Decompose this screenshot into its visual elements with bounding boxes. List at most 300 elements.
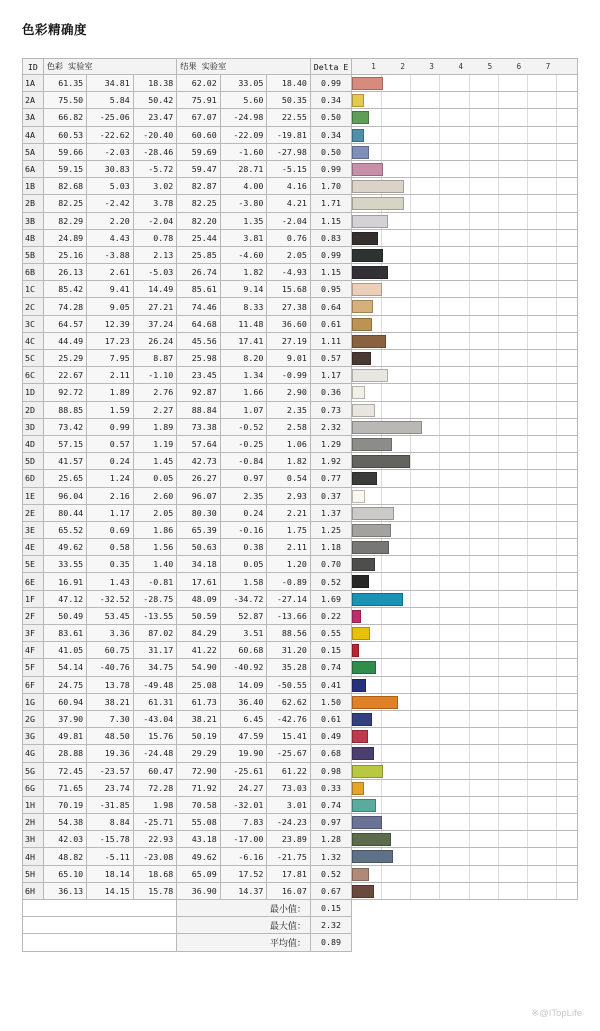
gridline — [410, 75, 411, 91]
gridline — [498, 848, 499, 864]
gridline — [410, 161, 411, 177]
gridline — [381, 797, 382, 813]
result-value-1: 14.37 — [220, 882, 267, 899]
gridline — [556, 298, 557, 314]
target-value-0: 92.72 — [43, 384, 86, 401]
target-value-1: 4.43 — [87, 229, 134, 246]
target-value-0: 57.15 — [43, 435, 86, 452]
result-value-0: 59.47 — [177, 160, 220, 177]
result-value-1: 2.35 — [220, 487, 267, 504]
delta-e-value: 0.74 — [310, 796, 351, 813]
delta-e-bar — [352, 283, 382, 296]
gridline — [469, 402, 470, 418]
target-value-2: -13.55 — [133, 607, 176, 624]
target-value-2: 3.78 — [133, 195, 176, 212]
delta-e-value: 0.97 — [310, 814, 351, 831]
gridline — [381, 470, 382, 486]
delta-e-value: 0.33 — [310, 779, 351, 796]
gridline — [498, 831, 499, 847]
gridline — [439, 488, 440, 504]
gridline — [439, 711, 440, 727]
gridline — [556, 247, 557, 263]
gridline — [469, 75, 470, 91]
delta-e-value: 0.67 — [310, 882, 351, 899]
target-value-0: 47.12 — [43, 590, 86, 607]
result-value-1: -40.92 — [220, 659, 267, 676]
table-row — [23, 281, 578, 298]
target-value-2: 18.68 — [133, 865, 176, 882]
gridline — [498, 677, 499, 693]
target-value-2: 8.87 — [133, 350, 176, 367]
gridline — [439, 797, 440, 813]
target-value-1: 1.43 — [87, 573, 134, 590]
gridline — [469, 161, 470, 177]
delta-e-bar — [352, 713, 372, 726]
bar-cell — [352, 625, 578, 642]
gridline — [469, 625, 470, 641]
target-value-2: 2.27 — [133, 401, 176, 418]
gridline — [498, 298, 499, 314]
gridline — [469, 763, 470, 779]
gridline — [556, 797, 557, 813]
table-row — [23, 762, 578, 779]
result-value-2: -50.55 — [267, 676, 310, 693]
gridline — [469, 677, 470, 693]
gridline — [469, 488, 470, 504]
gridline — [439, 831, 440, 847]
gridline — [469, 316, 470, 332]
gridline — [469, 384, 470, 400]
delta-e-bar — [352, 129, 364, 142]
gridline — [556, 470, 557, 486]
target-value-1: -3.88 — [87, 246, 134, 263]
row-id: 3H — [23, 831, 44, 848]
target-value-1: 13.78 — [87, 676, 134, 693]
gridline — [527, 436, 528, 452]
delta-e-bar — [352, 146, 369, 159]
gridline — [381, 556, 382, 572]
bar-cell — [352, 315, 578, 332]
result-value-1: -25.61 — [220, 762, 267, 779]
gridline — [527, 144, 528, 160]
gridline — [410, 505, 411, 521]
target-value-2: 0.78 — [133, 229, 176, 246]
target-value-1: 2.61 — [87, 264, 134, 281]
gridline — [527, 316, 528, 332]
gridline — [410, 831, 411, 847]
gridline — [527, 625, 528, 641]
target-value-0: 25.65 — [43, 470, 86, 487]
result-value-2: 15.68 — [267, 281, 310, 298]
target-value-1: 12.39 — [87, 315, 134, 332]
gridline — [381, 728, 382, 744]
table-row — [23, 195, 578, 212]
axis-tick-label: 3 — [429, 62, 434, 71]
delta-e-bar — [352, 232, 378, 245]
target-value-0: 41.57 — [43, 453, 86, 470]
gridline — [527, 505, 528, 521]
gridline — [498, 213, 499, 229]
delta-e-bar — [352, 369, 388, 382]
gridline — [527, 642, 528, 658]
delta-e-value: 0.57 — [310, 350, 351, 367]
target-value-1: 7.95 — [87, 350, 134, 367]
gridline — [556, 505, 557, 521]
table-row — [23, 573, 578, 590]
gridline — [556, 659, 557, 675]
gridline — [498, 127, 499, 143]
row-id: 3G — [23, 728, 44, 745]
gridline — [556, 848, 557, 864]
summary-pad — [352, 917, 578, 934]
delta-e-value: 1.11 — [310, 332, 351, 349]
gridline — [556, 230, 557, 246]
result-value-2: 9.01 — [267, 350, 310, 367]
gridline — [469, 797, 470, 813]
gridline — [498, 161, 499, 177]
result-value-2: -0.99 — [267, 367, 310, 384]
bar-cell — [352, 160, 578, 177]
result-value-1: -34.72 — [220, 590, 267, 607]
summary-blank — [23, 900, 177, 917]
delta-e-value: 0.36 — [310, 384, 351, 401]
gridline — [439, 436, 440, 452]
gridline — [439, 247, 440, 263]
result-value-2: 27.38 — [267, 298, 310, 315]
result-value-0: 60.60 — [177, 126, 220, 143]
bar-cell — [352, 521, 578, 538]
target-value-1: 53.45 — [87, 607, 134, 624]
gridline — [439, 419, 440, 435]
gridline — [469, 522, 470, 538]
result-value-2: 1.82 — [267, 453, 310, 470]
target-value-1: -31.85 — [87, 796, 134, 813]
header-result: 结果 实验室 — [177, 59, 311, 75]
result-value-1: 24.27 — [220, 779, 267, 796]
gridline — [527, 797, 528, 813]
table-row — [23, 435, 578, 452]
result-value-0: 92.87 — [177, 384, 220, 401]
gridline — [439, 281, 440, 297]
gridline — [556, 866, 557, 882]
gridline — [439, 230, 440, 246]
gridline — [469, 866, 470, 882]
table-row — [23, 143, 578, 160]
gridline — [410, 144, 411, 160]
watermark: ※@ITopLife — [531, 1008, 582, 1019]
target-value-1: 3.36 — [87, 625, 134, 642]
gridline — [556, 178, 557, 194]
row-id: 2H — [23, 814, 44, 831]
target-value-2: 18.38 — [133, 75, 176, 92]
target-value-2: -1.10 — [133, 367, 176, 384]
gridline — [527, 556, 528, 572]
delta-e-bar — [352, 163, 383, 176]
delta-e-value: 1.92 — [310, 453, 351, 470]
target-value-2: 0.05 — [133, 470, 176, 487]
bar-cell — [352, 745, 578, 762]
gridline — [439, 144, 440, 160]
result-value-0: 80.30 — [177, 504, 220, 521]
target-value-2: 34.75 — [133, 659, 176, 676]
target-value-2: -28.75 — [133, 590, 176, 607]
gridline — [527, 573, 528, 589]
gridline — [439, 333, 440, 349]
gridline — [439, 659, 440, 675]
gridline — [527, 384, 528, 400]
bar-cell — [352, 246, 578, 263]
result-value-2: 2.21 — [267, 504, 310, 521]
target-value-2: 87.02 — [133, 625, 176, 642]
table-row — [23, 814, 578, 831]
gridline — [469, 505, 470, 521]
gridline — [410, 436, 411, 452]
result-value-2: 2.11 — [267, 539, 310, 556]
gridline — [381, 127, 382, 143]
result-value-2: -19.81 — [267, 126, 310, 143]
target-value-0: 74.28 — [43, 298, 86, 315]
result-value-1: -4.60 — [220, 246, 267, 263]
gridline — [527, 488, 528, 504]
result-value-0: 25.98 — [177, 350, 220, 367]
gridline — [527, 109, 528, 125]
result-value-2: 17.81 — [267, 865, 310, 882]
gridline — [439, 213, 440, 229]
gridline — [527, 213, 528, 229]
summary-label: 最大值： — [177, 917, 311, 934]
gridline — [410, 556, 411, 572]
gridline — [410, 848, 411, 864]
delta-e-bar — [352, 610, 360, 623]
gridline — [556, 419, 557, 435]
table-row — [23, 332, 578, 349]
gridline — [439, 694, 440, 710]
result-value-1: 1.66 — [220, 384, 267, 401]
target-value-1: 0.58 — [87, 539, 134, 556]
gridline — [527, 659, 528, 675]
gridline — [469, 831, 470, 847]
result-value-0: 82.87 — [177, 178, 220, 195]
target-value-0: 82.25 — [43, 195, 86, 212]
summary-label: 平均值： — [177, 934, 311, 951]
result-value-1: 9.14 — [220, 281, 267, 298]
target-value-1: 19.36 — [87, 745, 134, 762]
gridline — [527, 178, 528, 194]
gridline — [439, 109, 440, 125]
gridline — [439, 264, 440, 280]
result-value-0: 55.08 — [177, 814, 220, 831]
gridline — [410, 333, 411, 349]
result-value-2: 31.20 — [267, 642, 310, 659]
target-value-0: 24.75 — [43, 676, 86, 693]
result-value-1: 14.09 — [220, 676, 267, 693]
gridline — [556, 745, 557, 761]
gridline — [410, 608, 411, 624]
gridline — [439, 161, 440, 177]
target-value-1: 0.69 — [87, 521, 134, 538]
result-value-0: 26.27 — [177, 470, 220, 487]
delta-e-value: 0.15 — [310, 642, 351, 659]
gridline — [381, 230, 382, 246]
table-row — [23, 521, 578, 538]
target-value-0: 54.38 — [43, 814, 86, 831]
result-value-2: 1.20 — [267, 556, 310, 573]
gridline — [527, 75, 528, 91]
table-row — [23, 75, 578, 92]
table-row — [23, 453, 578, 470]
gridline — [498, 797, 499, 813]
gridline — [527, 230, 528, 246]
result-value-0: 45.56 — [177, 332, 220, 349]
gridline — [527, 298, 528, 314]
axis-tick-label: 1 — [371, 62, 376, 71]
result-value-0: 49.62 — [177, 848, 220, 865]
bar-cell — [352, 710, 578, 727]
gridline — [469, 539, 470, 555]
bar-cell — [352, 882, 578, 899]
gridline — [410, 109, 411, 125]
gridline — [498, 745, 499, 761]
delta-e-bar — [352, 386, 364, 399]
gridline — [469, 848, 470, 864]
color-accuracy-chart — [22, 58, 578, 952]
gridline — [469, 298, 470, 314]
result-value-1: -24.98 — [220, 109, 267, 126]
gridline — [469, 728, 470, 744]
result-value-0: 57.64 — [177, 435, 220, 452]
gridline — [381, 350, 382, 366]
gridline — [410, 642, 411, 658]
target-value-1: -40.76 — [87, 659, 134, 676]
axis-tick-label: 7 — [545, 62, 551, 71]
gridline — [556, 694, 557, 710]
target-value-1: 1.17 — [87, 504, 134, 521]
gridline — [439, 728, 440, 744]
result-value-2: 16.07 — [267, 882, 310, 899]
delta-e-value: 0.34 — [310, 92, 351, 109]
gridline — [498, 230, 499, 246]
gridline — [498, 625, 499, 641]
result-value-1: 36.40 — [220, 693, 267, 710]
result-value-2: 23.89 — [267, 831, 310, 848]
target-value-1: 0.35 — [87, 556, 134, 573]
result-value-0: 88.84 — [177, 401, 220, 418]
delta-e-bar — [352, 696, 398, 709]
result-value-2: 61.22 — [267, 762, 310, 779]
bar-cell — [352, 453, 578, 470]
result-value-1: 47.59 — [220, 728, 267, 745]
gridline — [527, 127, 528, 143]
summary-row — [23, 900, 578, 917]
bar-cell — [352, 590, 578, 607]
target-value-2: 27.21 — [133, 298, 176, 315]
target-value-0: 16.91 — [43, 573, 86, 590]
delta-e-bar — [352, 111, 369, 124]
gridline — [556, 127, 557, 143]
bar-cell — [352, 607, 578, 624]
gridline — [410, 298, 411, 314]
delta-e-value: 0.34 — [310, 126, 351, 143]
target-value-2: 31.17 — [133, 642, 176, 659]
gridline — [498, 780, 499, 796]
target-value-1: 9.05 — [87, 298, 134, 315]
gridline — [527, 780, 528, 796]
gridline — [439, 92, 440, 108]
row-id: 4G — [23, 745, 44, 762]
target-value-0: 26.13 — [43, 264, 86, 281]
table-row — [23, 178, 578, 195]
delta-e-value: 0.77 — [310, 470, 351, 487]
row-id: 6A — [23, 160, 44, 177]
gridline — [527, 92, 528, 108]
gridline — [381, 488, 382, 504]
target-value-1: -2.42 — [87, 195, 134, 212]
gridline — [527, 367, 528, 383]
delta-e-bar — [352, 490, 365, 503]
delta-e-bar — [352, 215, 387, 228]
bar-cell — [352, 92, 578, 109]
bar-cell — [352, 281, 578, 298]
gridline — [439, 848, 440, 864]
table-row — [23, 745, 578, 762]
delta-e-value: 0.22 — [310, 607, 351, 624]
gridline — [498, 883, 499, 899]
target-value-1: 1.89 — [87, 384, 134, 401]
gridline — [556, 677, 557, 693]
delta-e-value: 1.32 — [310, 848, 351, 865]
gridline — [439, 453, 440, 469]
row-id: 4C — [23, 332, 44, 349]
gridline — [556, 453, 557, 469]
result-value-1: 52.87 — [220, 607, 267, 624]
bar-cell — [352, 126, 578, 143]
gridline — [381, 109, 382, 125]
result-value-0: 73.38 — [177, 418, 220, 435]
gridline — [439, 883, 440, 899]
delta-e-bar — [352, 249, 383, 262]
result-value-2: -13.66 — [267, 607, 310, 624]
target-value-0: 37.90 — [43, 710, 86, 727]
target-value-2: 23.47 — [133, 109, 176, 126]
target-value-0: 50.49 — [43, 607, 86, 624]
gridline — [556, 591, 557, 607]
gridline — [410, 797, 411, 813]
gridline — [527, 264, 528, 280]
gridline — [469, 92, 470, 108]
delta-e-bar — [352, 335, 386, 348]
gridline — [556, 539, 557, 555]
row-id: 6E — [23, 573, 44, 590]
bar-cell — [352, 470, 578, 487]
result-value-2: -4.93 — [267, 264, 310, 281]
table-row — [23, 109, 578, 126]
gridline — [527, 677, 528, 693]
row-id: 4F — [23, 642, 44, 659]
gridline — [556, 711, 557, 727]
row-id: 3B — [23, 212, 44, 229]
result-value-2: 0.54 — [267, 470, 310, 487]
bar-cell — [352, 848, 578, 865]
gridline — [556, 556, 557, 572]
result-value-1: -32.01 — [220, 796, 267, 813]
gridline — [498, 642, 499, 658]
gridline — [381, 298, 382, 314]
target-value-0: 71.65 — [43, 779, 86, 796]
gridline — [410, 264, 411, 280]
target-value-2: -49.48 — [133, 676, 176, 693]
result-value-1: 1.34 — [220, 367, 267, 384]
target-value-2: 37.24 — [133, 315, 176, 332]
